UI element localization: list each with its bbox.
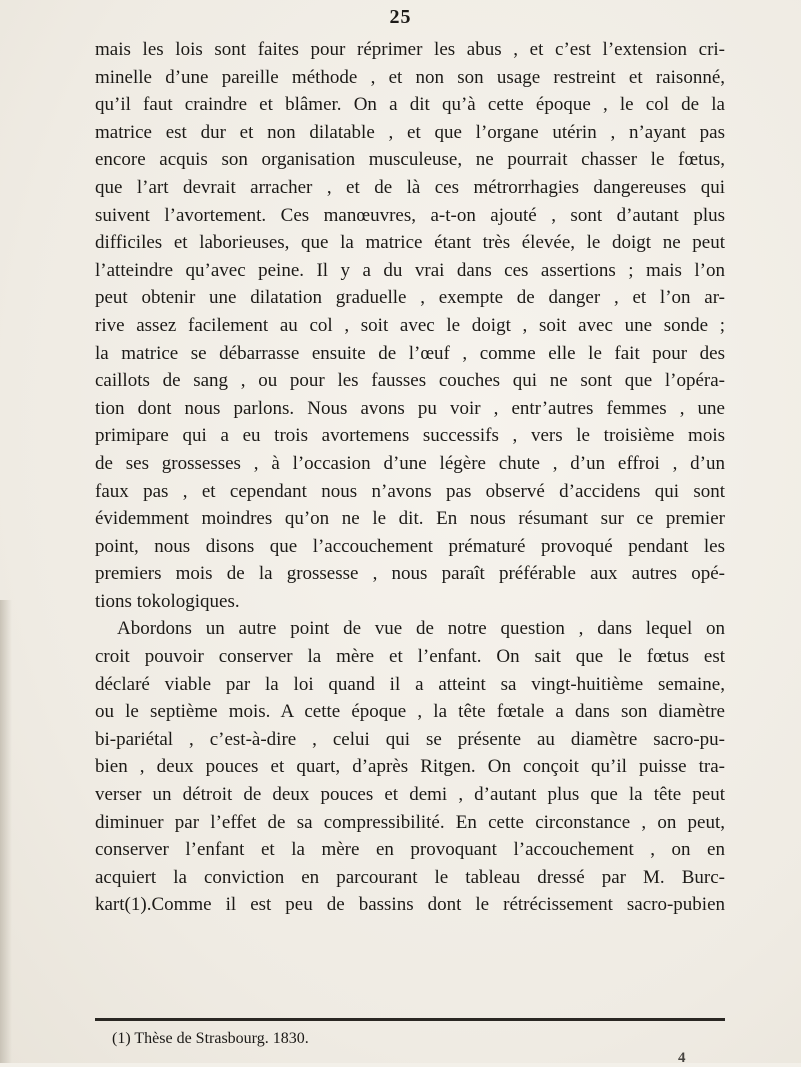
text-line: évidemment moindres qu’on ne le dit. En nous résumant sur ce premier: [95, 508, 725, 530]
footnote: (1) Thèse de Strasbourg. 1830.: [112, 1030, 309, 1047]
footnote-rule: [95, 1018, 725, 1021]
text-line: qu’il faut craindre et blâmer. On a dit qu’à cette époque , le col de la: [95, 94, 725, 116]
text-line: faux pas , et cependant nous n’avons pas observé d’accidens qui sont: [95, 480, 725, 502]
text-line: la matrice se débarrasse ensuite de l’œuf , comme elle le fait pour des: [95, 342, 725, 364]
text-line: difficiles et laborieuses, que la matrice étant très élevée, le doigt ne peut: [95, 232, 725, 254]
page-number: 25: [389, 6, 412, 28]
text-line: de ses grossesses , à l’occasion d’une légère chute , d’un effroi , d’un: [95, 452, 725, 474]
text-line: verser un détroit de deux pouces et demi , d’autant plus que la tête peut: [95, 784, 725, 806]
text-line: minelle d’une pareille méthode , et non son usage restreint et raisonné,: [95, 66, 725, 88]
text-line: croit pouvoir conserver la mère et l’enfant. On sait que le fœtus est: [95, 646, 725, 668]
body-text: [95, 36, 725, 919]
text-line: kart(1).Comme il est peu de bassins dont le rétrécissement sacro-pubien: [95, 894, 725, 916]
text-line: acquiert la conviction en parcourant le tableau dressé par M. Burc-: [95, 866, 725, 888]
text-line: premiers mois de la grossesse , nous paraît préférable aux autres opé-: [95, 563, 725, 585]
text-line: que l’art devrait arracher , et de là ces métrorrhagies dangereuses qui: [95, 176, 725, 198]
text-line: diminuer par l’effet de sa compressibilité. En cette circonstance , on peut,: [95, 811, 725, 833]
binding-shadow: [0, 600, 12, 1063]
text-line: rive assez facilement au col , soit avec le doigt , soit avec une sonde ;: [95, 314, 725, 336]
text-line: caillots de sang , ou pour les fausses couches qui ne sont que l’opéra-: [95, 370, 725, 392]
text-line: l’atteindre qu’avec peine. Il y a du vrai dans ces assertions ; mais l’on: [95, 259, 725, 281]
text-line: peut obtenir une dilatation graduelle , exempte de danger , et l’on ar-: [95, 287, 725, 309]
text-line: primipare qui a eu trois avortemens successifs , vers le troisième mois: [95, 425, 725, 447]
text-line: tions tokologiques.: [95, 590, 240, 612]
text-line: conserver l’enfant et la mère en provoquant l’accouchement , on en: [95, 839, 725, 861]
signature-mark: 4: [678, 1050, 686, 1066]
text-line: tion dont nous parlons. Nous avons pu voir , entr’autres femmes , une: [95, 397, 725, 419]
text-line: ou le septième mois. A cette époque , la tête fœtale a dans son diamètre: [95, 701, 725, 723]
text-line: point, nous disons que l’accouchement prématuré provoqué pendant les: [95, 535, 725, 557]
text-line: Abordons un autre point de vue de notre question , dans lequel on: [117, 618, 725, 640]
text-line: bi-pariétal , c’est-à-dire , celui qui se présente au diamètre sacro-pu-: [95, 728, 725, 750]
text-line: mais les lois sont faites pour réprimer les abus , et c’est l’extension cri-: [95, 39, 725, 60]
text-line: matrice est dur et non dilatable , et que l’organe utérin , n’ayant pas: [95, 121, 725, 143]
text-line: encore acquis son organisation musculeuse, ne pourrait chasser le fœtus,: [95, 149, 725, 171]
text-line: suivent l’avortement. Ces manœuvres, a-t-on ajouté , sont d’autant plus: [95, 204, 725, 226]
text-line: déclaré viable par la loi quand il a atteint sa vingt-huitième semaine,: [95, 673, 725, 695]
text-line: bien , deux pouces et quart, d’après Ritgen. On conçoit qu’il puisse tra-: [95, 756, 725, 778]
